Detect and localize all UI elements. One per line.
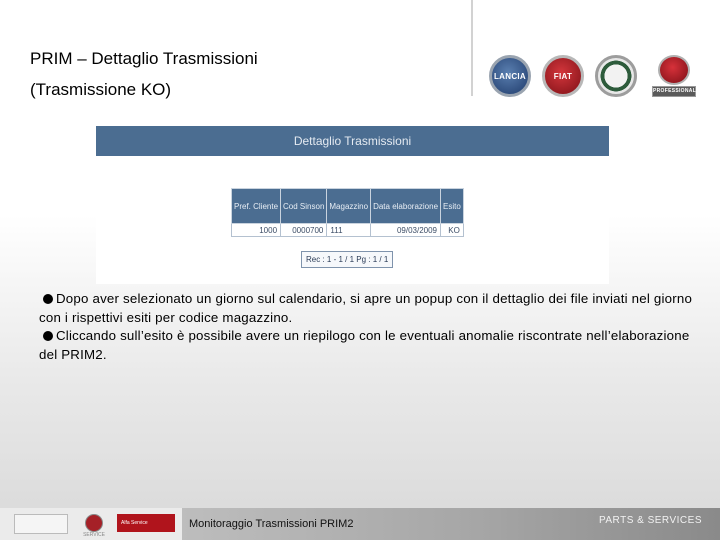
table-header-row [232, 189, 464, 224]
embedded-screenshot [96, 126, 609, 284]
lancia-service-badge [14, 514, 68, 534]
cell-data-elaborazione: 09/03/2009 [371, 224, 441, 237]
bullet-list [39, 290, 704, 364]
abarth-logo [652, 55, 696, 99]
cell-cod-sinson: 0000700 [281, 224, 327, 237]
esito-ko-link[interactable]: KO [441, 224, 464, 237]
bullet-item: Cliccando sull’esito è possibile avere un riepilogo con le eventuali anomalie riscontrate nell’elaborazione del PRIM2. [39, 328, 690, 362]
bullet-dot-icon [43, 331, 53, 341]
abarth-shield-icon [658, 55, 690, 85]
slide-title-line1: PRIM – Dettaglio Trasmissioni [30, 49, 258, 68]
column-header[interactable]: Pref. Cliente [232, 189, 281, 224]
column-header[interactable]: Data elaborazione [371, 189, 441, 224]
bullet-item: Dopo aver selezionato un giorno sul calendario, si apre un popup con il dettaglio dei file inviati nel giorno con i rispettivi esiti per codice magazzino. [39, 291, 693, 325]
bullet-dot-icon [43, 294, 53, 304]
footer-center [182, 508, 720, 540]
fiat-service-badge [80, 514, 108, 538]
cell-magazzino: 111 [327, 224, 371, 237]
fiat-badge-icon [85, 514, 103, 532]
fiat-logo: FIAT [542, 55, 584, 97]
column-header[interactable]: Magazzino [327, 189, 371, 224]
alfa-romeo-logo [595, 55, 637, 97]
transmissions-table [231, 188, 464, 237]
lancia-logo: LANCIA [489, 55, 531, 97]
table-row [232, 224, 464, 237]
title-divider [471, 0, 473, 96]
footer-bar [0, 508, 720, 540]
service-label: SERVICE [83, 532, 105, 538]
slide-title-line2: (Trasmissione KO) [30, 80, 172, 99]
column-header[interactable]: Esito [441, 189, 464, 224]
column-header[interactable]: Cod Sinson [281, 189, 327, 224]
parts-services-label: PARTS & SERVICES [598, 515, 702, 526]
footer-badges [0, 508, 182, 540]
alfa-service-badge: Alfa Service [117, 514, 175, 532]
abarth-plate: PROFESSIONAL [652, 86, 696, 97]
footer-text: Monitoraggio Trasmissioni PRIM2 [189, 518, 354, 530]
cell-pref-cliente: 1000 [232, 224, 281, 237]
popup-header: Dettaglio Trasmissioni [96, 126, 609, 156]
pager: Rec : 1 - 1 / 1 Pg : 1 / 1 [301, 251, 393, 268]
